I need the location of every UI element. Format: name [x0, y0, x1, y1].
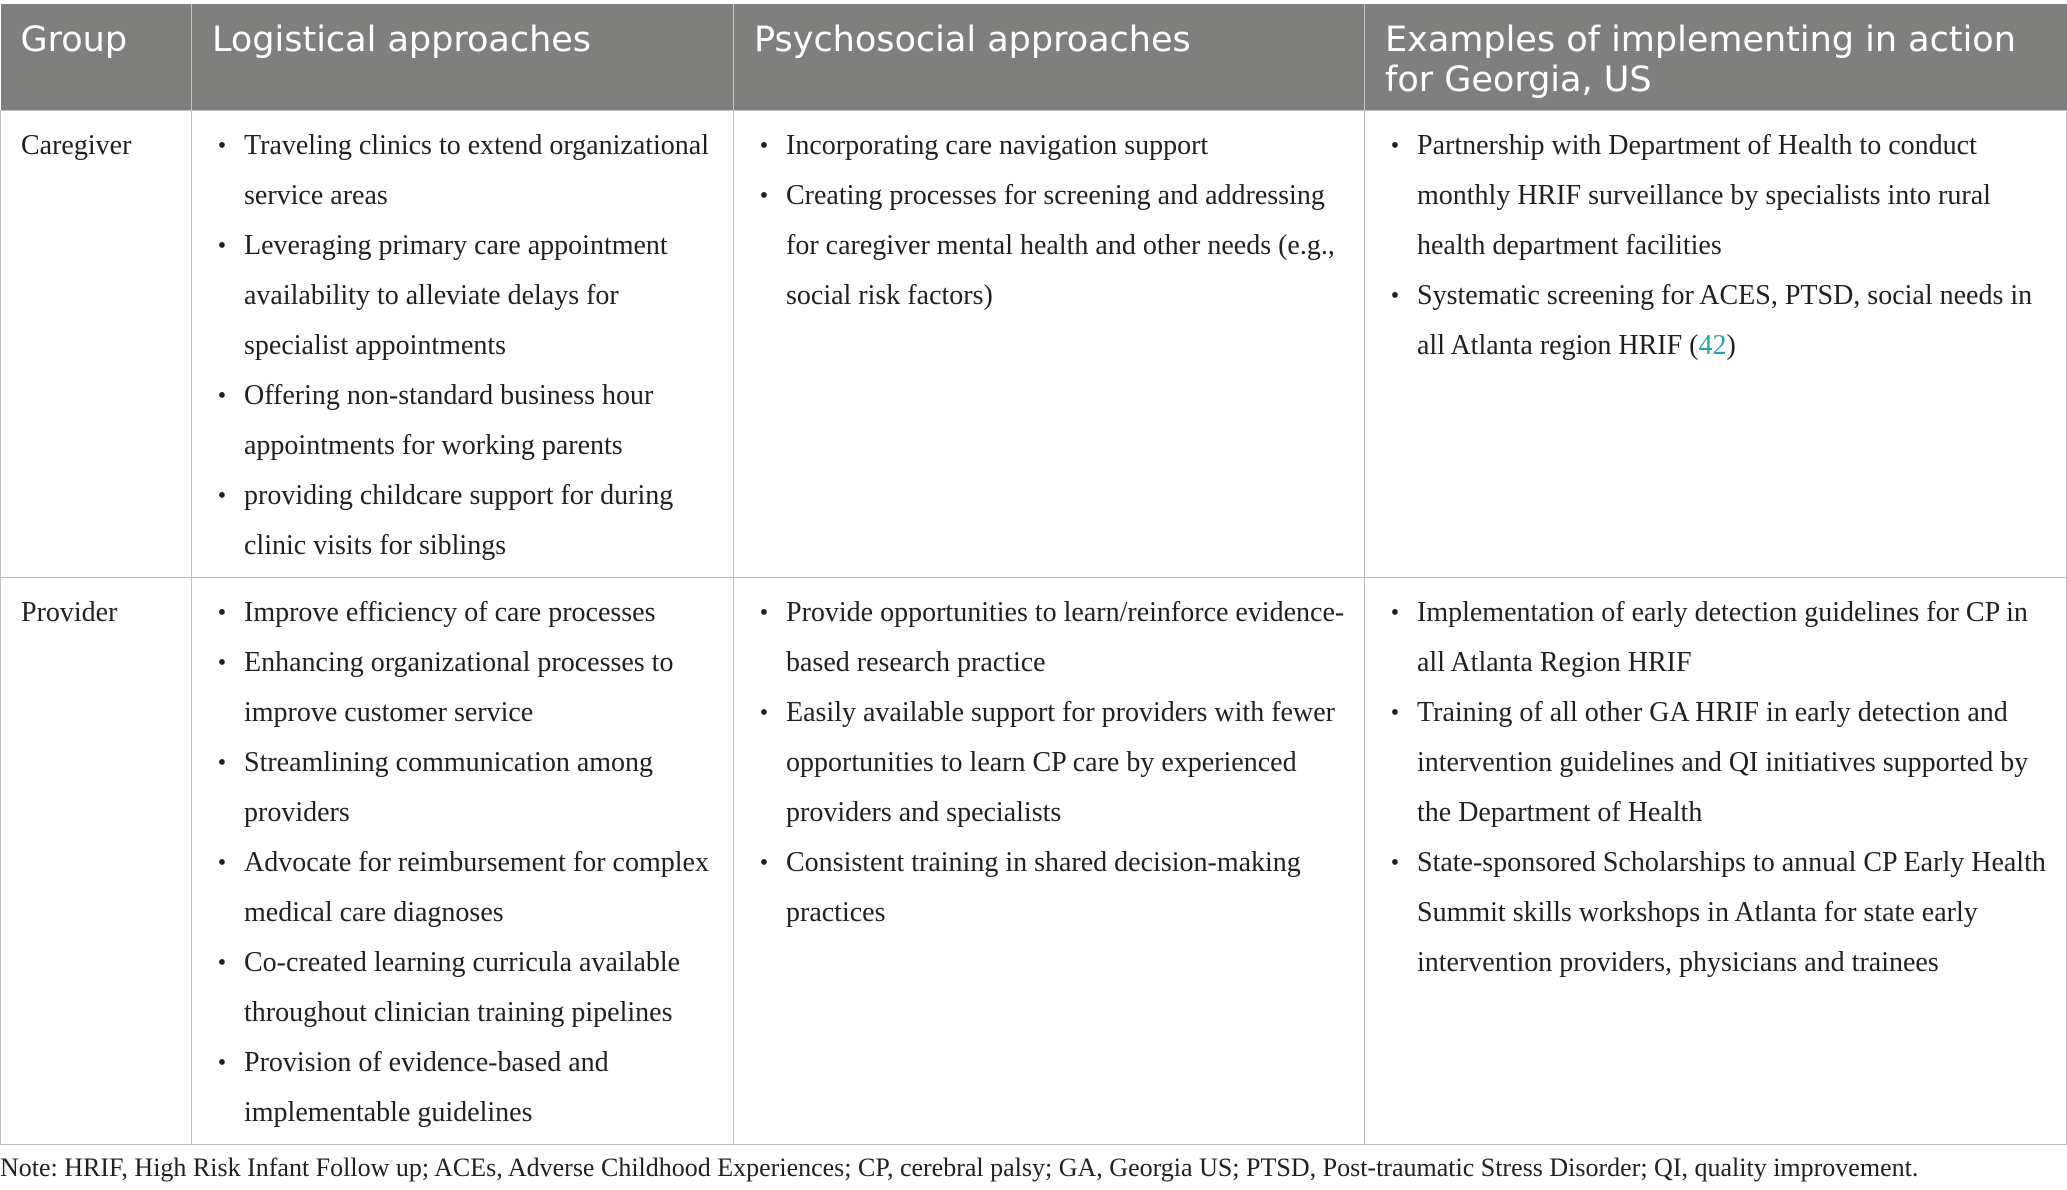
- logistical-list: [212, 588, 719, 1138]
- list-item: • Improve efficiency of care processes: [244, 588, 719, 638]
- logistical-list: [212, 121, 719, 571]
- list-item: • Traveling clinics to extend organizational service areas: [244, 121, 719, 221]
- list-item: • Easily available support for providers with fewer opportunities to learn CP care by experienced providers and specialists: [786, 688, 1350, 838]
- psychosocial-list: [754, 121, 1350, 321]
- group-cell: Provider: [1, 578, 192, 1145]
- header-logistical: Logistical approaches: [192, 4, 734, 111]
- list-item: • Advocate for reimbursement for complex medical care diagnoses: [244, 838, 719, 938]
- table-row-caregiver: [1, 111, 2067, 578]
- list-item: • Consistent training in shared decision-making practices: [786, 838, 1350, 938]
- list-item: • Implementation of early detection guidelines for CP in all Atlanta Region HRIF: [1417, 588, 2052, 688]
- table-header-row: [1, 4, 2067, 111]
- list-item: • Leveraging primary care appointment availability to alleviate delays for specialist appointments: [244, 221, 719, 371]
- examples-list: [1385, 588, 2052, 988]
- examples-cell: [1365, 578, 2067, 1145]
- header-group: Group: [1, 4, 192, 111]
- approaches-table: [0, 4, 2067, 1145]
- list-item: • Partnership with Department of Health to conduct monthly HRIF surveillance by specialists into rural health department facilities: [1417, 121, 2052, 271]
- list-item: • Enhancing organizational processes to improve customer service: [244, 638, 719, 738]
- list-item: • Incorporating care navigation support: [786, 121, 1350, 171]
- psychosocial-list: [754, 588, 1350, 938]
- header-psychosocial: Psychosocial approaches: [734, 4, 1365, 111]
- list-item-text-close: ): [1726, 330, 1736, 361]
- table-row-provider: [1, 578, 2067, 1145]
- list-item: • providing childcare support for during clinic visits for siblings: [244, 471, 719, 571]
- list-item: • Provide opportunities to learn/reinforce evidence-based research practice: [786, 588, 1350, 688]
- list-item: • Co-created learning curricula available throughout clinician training pipelines: [244, 938, 719, 1038]
- list-item: [1417, 271, 2052, 371]
- list-item: • Streamlining communication among providers: [244, 738, 719, 838]
- list-item: • Training of all other GA HRIF in early detection and intervention guidelines and QI initiatives supported by the Department of Health: [1417, 688, 2052, 838]
- list-item: • Creating processes for screening and addressing for caregiver mental health and other needs (e.g., social risk factors): [786, 171, 1350, 321]
- list-item: • State-sponsored Scholarships to annual CP Early Health Summit skills workshops in Atlanta for state early intervention providers, physicians and trainees: [1417, 838, 2052, 988]
- logistical-cell: [192, 578, 734, 1145]
- logistical-cell: [192, 111, 734, 578]
- examples-list: [1385, 121, 2052, 371]
- psychosocial-cell: [734, 578, 1365, 1145]
- header-examples: Examples of implementing in action for Georgia, US: [1365, 4, 2067, 111]
- table-footnote: Note: HRIF, High Risk Infant Follow up; ACEs, Adverse Childhood Experiences; CP, cerebral palsy; GA, Georgia US; PTSD, Post-traumatic Stress Disorder; QI, quality improvement.: [0, 1153, 1919, 1182]
- list-item: • Provision of evidence-based and implementable guidelines: [244, 1038, 719, 1138]
- psychosocial-cell: [734, 111, 1365, 578]
- group-cell: Caregiver: [1, 111, 192, 578]
- reference-link[interactable]: 42: [1698, 330, 1727, 361]
- examples-cell: [1365, 111, 2067, 578]
- list-item-text: Systematic screening for ACES, PTSD, social needs in all Atlanta region HRIF (: [1417, 280, 2033, 361]
- list-item: • Offering non-standard business hour appointments for working parents: [244, 371, 719, 471]
